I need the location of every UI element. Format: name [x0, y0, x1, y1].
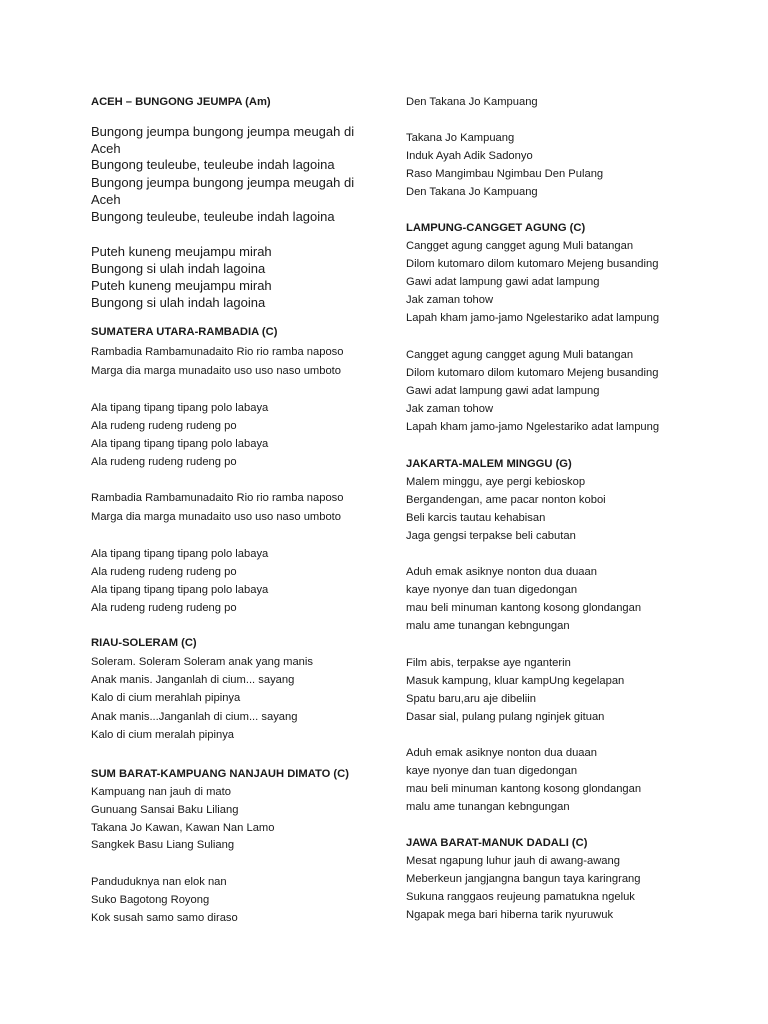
lyric-line: Kalo di cium merahlah pipinya [91, 692, 241, 704]
lyric-line: Panduduknya nan elok nan [91, 876, 227, 888]
lyric-line: Den Takana Jo Kampuang [406, 96, 538, 108]
lyric-line: malu ame tunangan kebngungan [406, 620, 570, 632]
lyric-line: Bungong teuleube, teuleube indah lagoina [91, 157, 335, 172]
lyric-line: Bungong teuleube, teuleube indah lagoina [91, 209, 335, 224]
lyric-line: Bungong jeumpa bungong jeumpa meugah di [91, 175, 355, 190]
lyric-line: Suko Bagotong Royong [91, 894, 210, 906]
lyric-line: Sukuna ranggaos reujeung pamatukna ngeluk [406, 891, 635, 903]
lyric-line: Ala tipang tipang tipang polo labaya [91, 438, 269, 450]
lyric-line: Cangget agung cangget agung Muli batangan [406, 240, 634, 252]
lyric-line: Jak zaman tohow [406, 403, 494, 415]
lyric-line: Jak zaman tohow [406, 294, 494, 306]
lyric-line: malu ame tunangan kebngungan [406, 801, 570, 813]
lyric-line: Mesat ngapung luhur jauh di awang-awang [406, 855, 620, 867]
lyric-line: Ala rudeng rudeng rudeng po [91, 456, 237, 468]
lyric-line: Dilom kutomaro dilom kutomaro Mejeng busanding [406, 367, 659, 379]
lyric-line: Marga dia marga munadaito uso uso naso umboto [91, 511, 342, 523]
lyric-line: Takana Jo Kampuang [406, 132, 515, 144]
song-heading: SUMATERA UTARA-RAMBADIA (C) [91, 326, 278, 338]
lyric-line: Marga dia marga munadaito uso uso naso umboto [91, 365, 342, 377]
song-heading: SUM BARAT-KAMPUANG NANJAUH DIMATO (C) [91, 768, 349, 780]
lyric-line: Bungong jeumpa bungong jeumpa meugah di [91, 124, 355, 139]
song-heading: ACEH – BUNGONG JEUMPA (Am) [91, 96, 271, 108]
lyric-line: Lapah kham jamo-jamo Ngelestariko adat lampung [406, 312, 660, 324]
lyric-line: Ala rudeng rudeng rudeng po [91, 602, 237, 614]
lyric-line: Ala tipang tipang tipang polo labaya [91, 584, 269, 596]
song-heading: JAKARTA-MALEM MINGGU (G) [406, 458, 572, 470]
lyric-line: Jaga gengsi terpakse beli cabutan [406, 530, 576, 542]
lyric-line: Dasar sial, pulang pulang nginjek gituan [406, 711, 605, 723]
song-heading: RIAU-SOLERAM (C) [91, 637, 197, 649]
lyric-line: Meberkeun jangjangna bangun taya karingrang [406, 873, 641, 885]
lyric-line: Ngapak mega bari hiberna tarik nyuruwuk [406, 909, 614, 921]
lyric-line: Soleram. Soleram Soleram anak yang manis [91, 656, 313, 668]
lyric-line: Bungong si ulah indah lagoina [91, 295, 266, 310]
lyric-line: Malem minggu, aye pergi kebioskop [406, 476, 586, 488]
lyric-line: Gunuang Sansai Baku Liliang [91, 804, 239, 816]
lyric-line: Anak manis...Janganlah di cium... sayang [91, 711, 298, 723]
lyric-line: Bungong si ulah indah lagoina [91, 261, 266, 276]
lyric-line: Masuk kampung, kluar kampUng kegelapan [406, 675, 625, 687]
lyric-line: Raso Mangimbau Ngimbau Den Pulang [406, 168, 604, 180]
lyric-line: Induk Ayah Adik Sadonyo [406, 150, 533, 162]
lyric-line: Puteh kuneng meujampu mirah [91, 244, 272, 259]
lyric-line: kaye nyonye dan tuan digedongan [406, 765, 578, 777]
lyric-line: Bergandengan, ame pacar nonton koboi [406, 494, 606, 506]
lyric-line: Gawi adat lampung gawi adat lampung [406, 385, 600, 397]
lyric-line: Anak manis. Janganlah di cium... sayang [91, 674, 295, 686]
lyric-line: Ala tipang tipang tipang polo labaya [91, 402, 269, 414]
lyric-line: Spatu baru,aru aje dibeliin [406, 693, 536, 705]
lyric-line: Aduh emak asiknye nonton dua duaan [406, 566, 597, 578]
lyric-line: Gawi adat lampung gawi adat lampung [406, 276, 600, 288]
song-heading: JAWA BARAT-MANUK DADALI (C) [406, 837, 588, 849]
lyric-line: Kalo di cium meralah pipinya [91, 729, 235, 741]
lyric-line: mau beli minuman kantong kosong glondangan [406, 783, 642, 795]
lyric-line: Rambadia Rambamunadaito Rio rio ramba naposo [91, 492, 344, 504]
lyric-line: Ala rudeng rudeng rudeng po [91, 420, 237, 432]
lyric-line: Ala rudeng rudeng rudeng po [91, 566, 237, 578]
lyric-line: Kok susah samo samo diraso [91, 912, 238, 924]
lyric-line: Aceh [91, 192, 121, 207]
lyric-line: mau beli minuman kantong kosong glondangan [406, 602, 642, 614]
song-heading: LAMPUNG-CANGGET AGUNG (C) [406, 222, 586, 234]
lyric-line: Ala tipang tipang tipang polo labaya [91, 548, 269, 560]
lyric-line: Takana Jo Kawan, Kawan Nan Lamo [91, 822, 275, 834]
lyric-line: Den Takana Jo Kampuang [406, 186, 538, 198]
lyric-line: Kampuang nan jauh di mato [91, 786, 231, 798]
lyric-line: Dilom kutomaro dilom kutomaro Mejeng busanding [406, 258, 659, 270]
lyric-line: Lapah kham jamo-jamo Ngelestariko adat lampung [406, 421, 660, 433]
lyric-line: Rambadia Rambamunadaito Rio rio ramba naposo [91, 346, 344, 358]
lyric-line: Sangkek Basu Liang Suliang [91, 839, 235, 851]
lyric-line: kaye nyonye dan tuan digedongan [406, 584, 578, 596]
lyric-line: Beli karcis tautau kehabisan [406, 512, 546, 524]
lyric-line: Aduh emak asiknye nonton dua duaan [406, 747, 597, 759]
lyric-line: Puteh kuneng meujampu mirah [91, 278, 272, 293]
lyric-line: Cangget agung cangget agung Muli batangan [406, 349, 634, 361]
lyric-line: Film abis, terpakse aye nganterin [406, 657, 571, 669]
lyric-line: Aceh [91, 141, 121, 156]
